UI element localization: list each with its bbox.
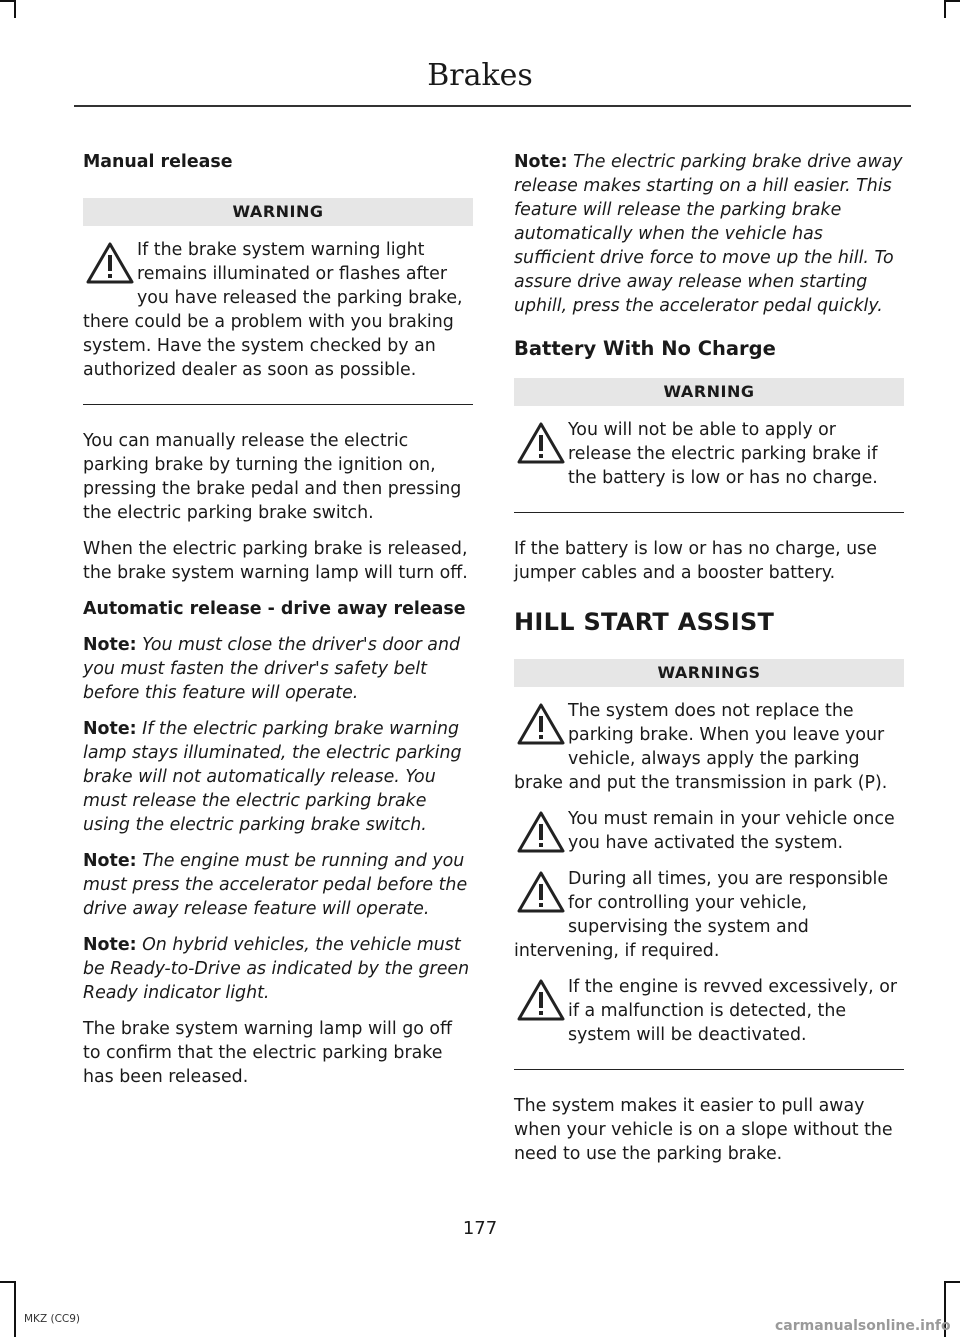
note-text: The electric parking brake drive away release makes starting on a hill easier. This feature will release the parking brake automatically when the vehicle has sufficient drive force to move up the hill. To assure drive away release when starting uphill, press the accelerator pedal quickly. <box>514 152 903 316</box>
crop-mark <box>944 0 946 18</box>
paragraph: If the battery is low or has no charge, use jumper cables and a booster battery. <box>514 539 877 583</box>
note <box>514 150 904 318</box>
warning-item <box>514 975 904 1047</box>
warning-text: The system does not replace the parking brake. When you leave your vehicle, always apply the parking brake and put the transmission in park (P). <box>514 701 888 793</box>
warning-triangle-icon <box>514 867 566 917</box>
warning-triangle-icon <box>514 418 566 468</box>
paragraph: You can manually release the electric parking brake by turning the ignition on, pressing the brake pedal and then pressing the electric parking brake switch. <box>83 431 462 523</box>
note <box>83 633 473 705</box>
note-text: On hybrid vehicles, the vehicle must be Ready-to-Drive as indicated by the green Ready indicator light. <box>83 935 470 1003</box>
paragraph: The brake system warning lamp will go off to confirm that the electric parking brake has been released. <box>83 1019 453 1087</box>
warning-item <box>83 238 473 382</box>
crop-mark <box>944 1281 960 1283</box>
crop-mark <box>14 1281 16 1337</box>
warnings-box <box>514 659 904 1070</box>
heading-manual-release: Manual release <box>83 152 233 172</box>
note-text: You must close the driver's door and you must fasten the driver's safety belt before this feature will operate. <box>83 635 461 703</box>
warning-text: You must remain in your vehicle once you have activated the system. <box>568 809 895 853</box>
warning-text: If the engine is revved excessively, or if a malfunction is detected, the system will be deactivated. <box>568 977 897 1045</box>
note-text: The engine must be running and you must press the accelerator pedal before the drive away release feature will operate. <box>83 851 468 919</box>
right-column <box>514 150 904 1178</box>
page-number: 177 <box>462 1218 498 1239</box>
warning-triangle-icon <box>83 238 135 288</box>
warning-box <box>514 378 904 513</box>
note <box>83 849 473 921</box>
warning-text: If the brake system warning light remains illuminated or flashes after you have released the parking brake, there could be a problem with you braking system. Have the system checked by an authorized dealer as soon as possible. <box>83 240 463 380</box>
warning-label: WARNING <box>514 378 904 406</box>
warning-item <box>514 807 904 855</box>
header-divider <box>74 105 911 107</box>
warnings-label: WARNINGS <box>514 659 904 687</box>
paragraph: The system makes it easier to pull away when your vehicle is on a slope without the need to use the parking brake. <box>514 1096 893 1164</box>
page-title: Brakes <box>427 58 533 93</box>
warning-item <box>514 867 904 963</box>
warning-text: You will not be able to apply or release the electric parking brake if the battery is low or has no charge. <box>568 420 878 488</box>
left-column <box>83 150 473 1101</box>
heading-automatic-release: Automatic release - drive away release <box>83 599 466 619</box>
warning-triangle-icon <box>514 975 566 1025</box>
warning-item <box>514 418 904 490</box>
note-label: Note: <box>514 152 568 172</box>
crop-mark <box>944 0 960 2</box>
note <box>83 933 473 1005</box>
warning-triangle-icon <box>514 699 566 749</box>
warning-label: WARNING <box>83 198 473 226</box>
warning-text: During all times, you are responsible for controlling your vehicle, supervising the system and intervening, if required. <box>514 869 889 961</box>
paragraph: When the electric parking brake is released, the brake system warning lamp will turn off. <box>83 539 468 583</box>
model-code: MKZ (CC9) <box>24 1313 81 1325</box>
watermark: carmanualsonline.info <box>775 1318 951 1334</box>
section-title-hill-start-assist: HILL START ASSIST <box>514 608 775 636</box>
note-label: Note: <box>83 935 137 955</box>
note <box>83 717 473 837</box>
note-text: If the electric parking brake warning lamp stays illuminated, the electric parking brake will not automatically release. You must release the electric parking brake using the electric parking brake switch. <box>83 719 462 835</box>
note-label: Note: <box>83 635 137 655</box>
crop-mark <box>14 0 16 18</box>
warning-item <box>514 699 904 795</box>
warning-triangle-icon <box>514 807 566 857</box>
note-label: Note: <box>83 719 137 739</box>
note-label: Note: <box>83 851 137 871</box>
warning-box <box>83 198 473 405</box>
heading-battery: Battery With No Charge <box>514 337 776 360</box>
